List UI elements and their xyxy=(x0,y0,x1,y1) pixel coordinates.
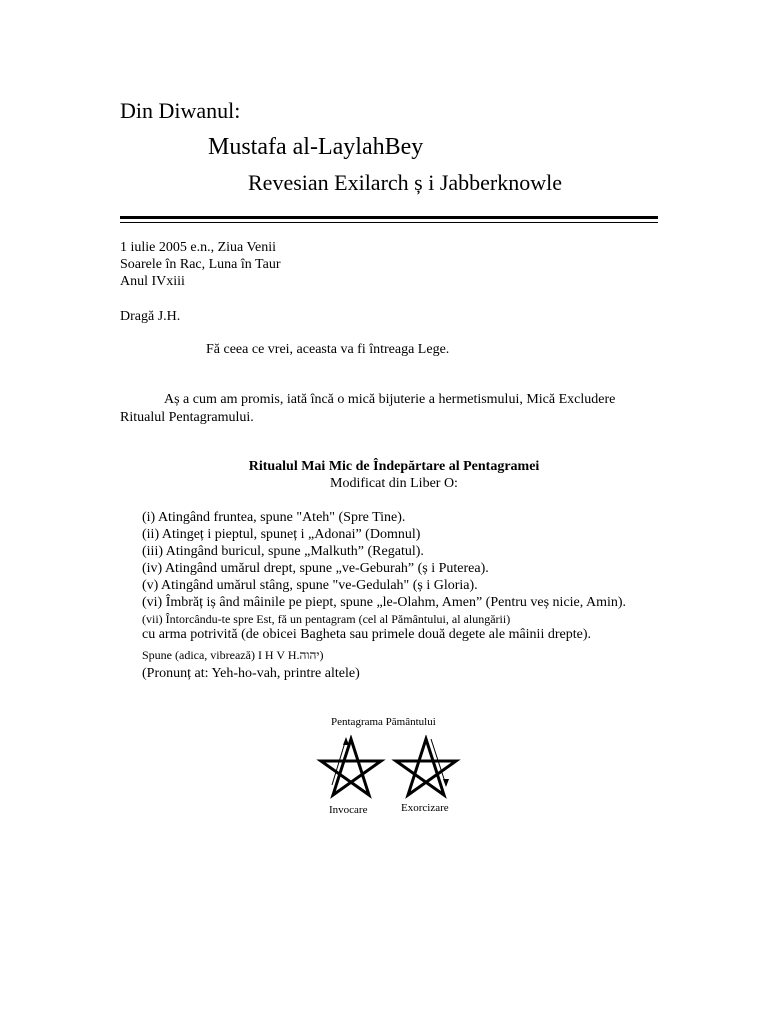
invoking-label: Invocare xyxy=(329,804,368,816)
header-rule-thin xyxy=(120,222,658,223)
ritual-step: (v) Atingând umărul stâng, spune "ve-Gedulah" (ș i Gloria). xyxy=(142,578,478,593)
ritual-step: (vii) Întorcându-te spre Est, fă un pentagram (cel al Pământului, al alungării) xyxy=(142,612,511,626)
banishing-label: Exorcizare xyxy=(401,802,449,814)
ritual-step: cu arma potrivită (de obicei Bagheta sau primele două degete ale mâinii drepte). xyxy=(142,627,591,642)
date-line: 1 iulie 2005 e.n., Ziua Venii xyxy=(120,240,277,255)
law-line: Fă ceea ce vrei, aceasta va fi întreaga Lege. xyxy=(206,342,450,357)
ritual-step: (vi) Îmbrăț iș ând mâinile pe piept, spune „le-Olahm, Amen” (Pentru veș nicie, Amin). xyxy=(142,595,627,610)
invoking-pentagram-icon xyxy=(316,735,386,801)
intro-line-1: Aș a cum am promis, iată încă o mică bijuterie a hermetismului, Mică Excludere xyxy=(164,392,616,407)
ritual-step: (Pronunț at: Yeh-ho-vah, printre altele) xyxy=(142,666,360,681)
diagram-title: Pentagrama Pământului xyxy=(331,716,436,728)
ritual-subtitle: Modificat din Liber O: xyxy=(330,476,458,491)
ritual-step: (iii) Atingând buricul, spune „Malkuth” (Regatul). xyxy=(142,544,424,559)
author-name: Mustafa al-LaylahBey xyxy=(208,134,424,160)
ritual-step: (i) Atingând fruntea, spune "Ateh" (Spre Tine). xyxy=(142,510,406,525)
intro-line-2: Ritualul Pentagramului. xyxy=(120,410,254,425)
astro-line: Soarele în Rac, Luna în Taur xyxy=(120,257,281,272)
ritual-step: (ii) Atingeț i pieptul, spuneț i „Adonai” (Domnul) xyxy=(142,527,421,542)
ritual-step: Spune (adica, vibrează) I H V H.יהוה) xyxy=(142,648,324,662)
banishing-pentagram-icon xyxy=(391,735,461,801)
document-title: Din Diwanul: xyxy=(120,98,241,123)
header-rule-thick xyxy=(120,216,658,219)
greeting: Dragă J.H. xyxy=(120,309,181,324)
year-line: Anul IVxiii xyxy=(120,274,185,289)
ritual-step: (iv) Atingând umărul drept, spune „ve-Geburah” (ș i Puterea). xyxy=(142,561,489,576)
author-subtitle: Revesian Exilarch ș i Jabberknowle xyxy=(248,170,563,195)
ritual-title: Ritualul Mai Mic de Îndepărtare al Pentagramei xyxy=(248,459,540,474)
